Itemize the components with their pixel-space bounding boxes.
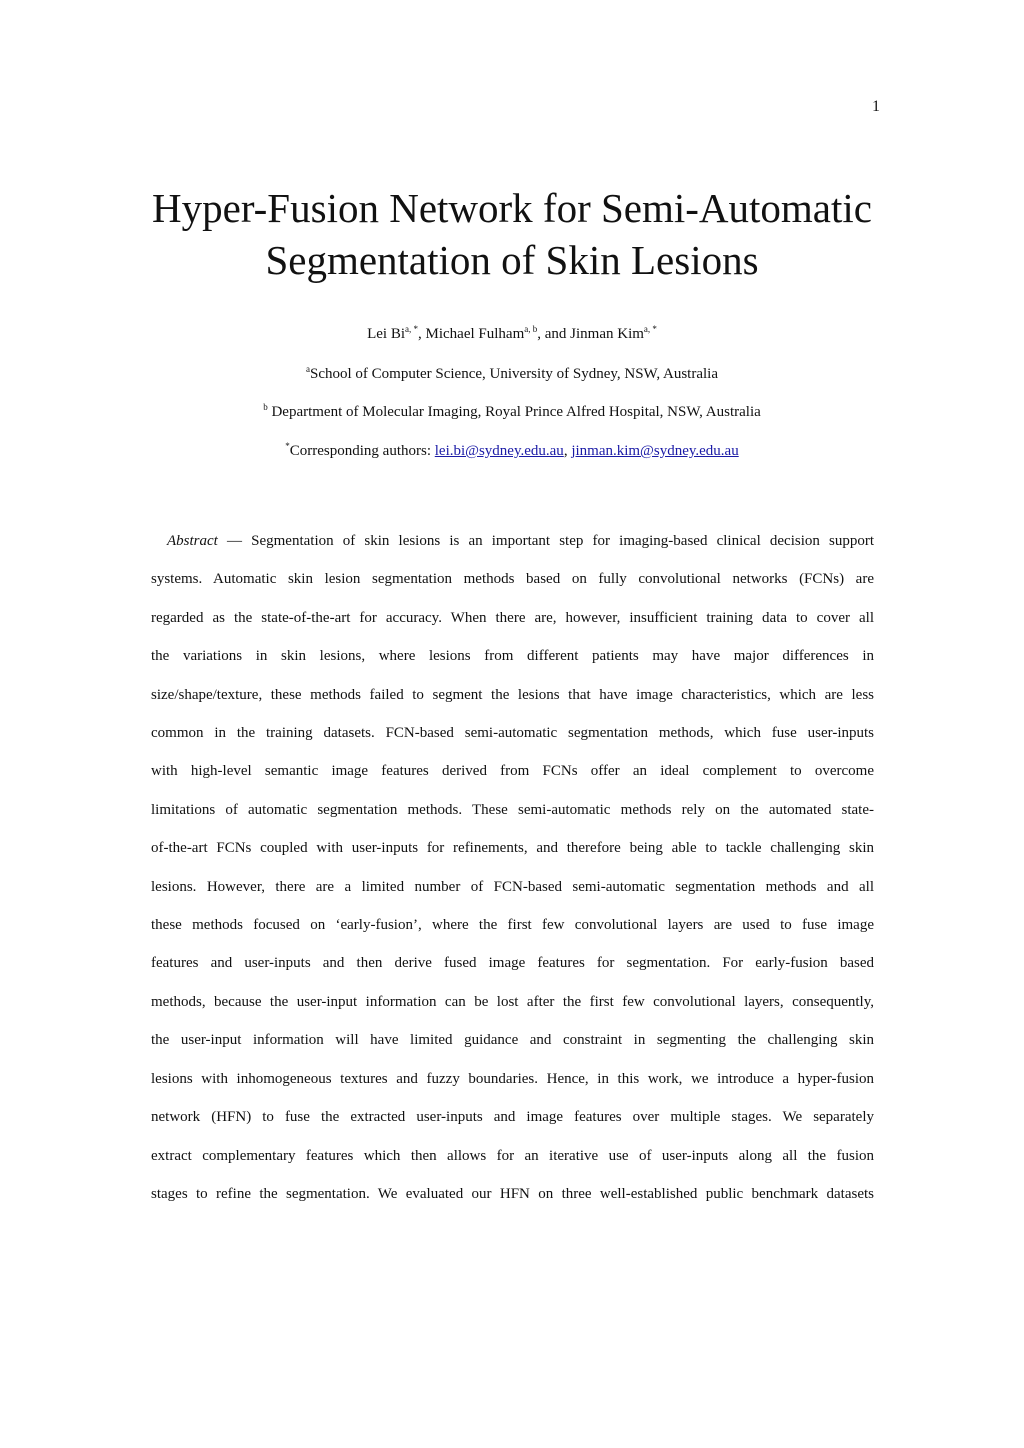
abstract-line-18: stages to refine the segmentation. We evaluated our HFN on three well-established public benchmark datasets	[151, 1185, 874, 1202]
email-link-1[interactable]: lei.bi@sydney.edu.au	[434, 443, 564, 459]
abstract-dash: —	[217, 533, 252, 549]
abstract-line-5: size/shape/texture, these methods failed to segment the lesions that have image characteristics, which are less	[151, 686, 874, 703]
abstract-line-6: common in the training datasets. FCN-based semi-automatic segmentation methods, which fuse user-inputs	[151, 725, 874, 742]
affiliation-a	[100, 366, 924, 383]
author-1: Lei Bi	[367, 326, 406, 342]
affiliation-b	[100, 404, 924, 421]
abstract-line-15: lesions with inhomogeneous textures and fuzzy boundaries. Hence, in this work, we introduce a hyper-fusion	[151, 1070, 874, 1087]
abstract-line-16: network (HFN) to fuse the extracted user-inputs and image features over multiple stages. We separately	[151, 1109, 874, 1126]
page-number: 1	[872, 98, 880, 115]
abstract-line-4: the variations in skin lesions, where lesions from different patients may have major differences in	[151, 648, 874, 665]
affiliation-a-mark: a	[305, 364, 310, 374]
abstract-line-13: methods, because the user-input information can be lost after the first few convolutional layers, consequently,	[151, 993, 874, 1010]
abstract-line-3: regarded as the state-of-the-art for accuracy. When there are, however, insufficient training data to cover all	[151, 609, 874, 626]
abstract-line-2: systems. Automatic skin lesion segmentation methods based on fully convolutional networks (FCNs) are	[151, 571, 874, 588]
corresponding-label: Corresponding authors:	[289, 443, 435, 459]
abstract-line-17: extract complementary features which then allows for an iterative use of user-inputs along all the fusion	[151, 1147, 874, 1164]
abstract	[151, 522, 874, 1213]
author-list	[100, 326, 924, 343]
email-link-2[interactable]: jinman.kim@sydney.edu.au	[571, 443, 739, 459]
abstract-line-9: of-the-art FCNs coupled with user-inputs for refinements, and therefore being able to tackle challenging skin	[151, 840, 874, 857]
title-line-2: Segmentation of Skin Lesions	[265, 237, 759, 283]
corresponding-authors	[100, 443, 924, 460]
author-separator-1: ,	[418, 326, 426, 342]
author-2-affiliation-mark: a, b	[524, 324, 538, 334]
abstract-line-7: with high-level semantic image features derived from FCNs offer an ideal complement to overcome	[151, 763, 874, 780]
abstract-line-1	[151, 522, 874, 560]
abstract-line-8: limitations of automatic segmentation methods. These semi-automatic methods rely on the automated state-	[151, 801, 874, 818]
title-line-1: Hyper-Fusion Network for Semi-Automatic	[152, 185, 872, 231]
author-1-affiliation-mark: a, *	[405, 324, 419, 334]
affiliation-b-mark: b	[263, 402, 268, 412]
email-separator: ,	[563, 443, 572, 459]
author-3: and Jinman Kim	[544, 326, 644, 342]
abstract-label: Abstract	[167, 533, 218, 549]
corresponding-mark: *	[285, 441, 290, 451]
author-2: Michael Fulham	[425, 326, 525, 342]
abstract-line-11: these methods focused on ‘early-fusion’, where the first few convolutional layers are used to fuse image	[151, 917, 874, 934]
abstract-line-10: lesions. However, there are a limited number of FCN-based semi-automatic segmentation methods and all	[151, 878, 874, 895]
affiliation-b-text: Department of Molecular Imaging, Royal Prince Alfred Hospital, NSW, Australia	[271, 404, 761, 420]
abstract-line-14: the user-input information will have limited guidance and constraint in segmenting the challenging skin	[151, 1032, 874, 1049]
affiliation-a-text: School of Computer Science, University of Sydney, NSW, Australia	[309, 366, 718, 382]
author-separator-2: ,	[537, 326, 545, 342]
author-3-affiliation-mark: a, *	[643, 324, 657, 334]
abstract-line-12: features and user-inputs and then derive fused image features for segmentation. For early-fusion based	[151, 955, 874, 972]
paper-title	[100, 182, 924, 286]
abstract-line-1-text: Segmentation of skin lesions is an important step for imaging-based clinical decision support	[251, 533, 874, 549]
